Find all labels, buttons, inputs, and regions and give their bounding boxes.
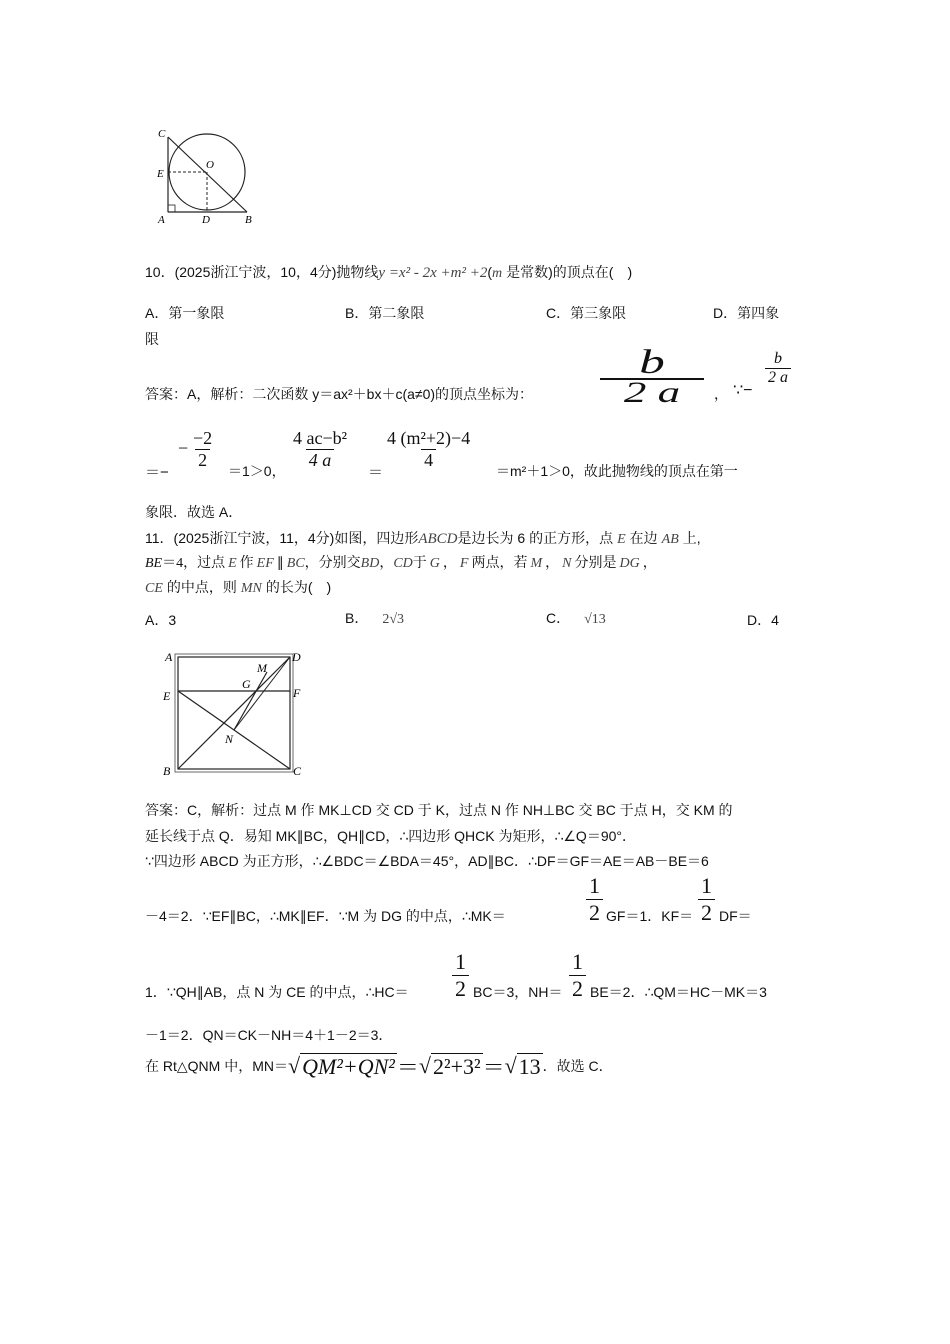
f3-den: 4 <box>421 449 436 471</box>
f2-num: 4 ac−b² <box>293 428 348 448</box>
q11-l2-g: 两点，若 <box>471 554 528 570</box>
big-frac-den: 2 a <box>623 376 681 409</box>
q11-l2-a: ，过点 <box>183 554 226 570</box>
q10-comma: ， <box>714 386 728 402</box>
q11-solution-5c: BE＝2．∴QM＝HC－MK＝3 <box>590 984 767 1000</box>
q10-because: ∵− <box>733 382 753 399</box>
q11-option-a[interactable]: A．3 <box>145 612 177 628</box>
q10-tail: ＝m²＋1＞0，故此抛物线的顶点在第一 <box>496 463 738 479</box>
q11-be: BE <box>145 556 163 571</box>
q11-l2-e: E <box>228 556 237 571</box>
q10-stem-pre: 10．(2025浙江宁波，10，4分)抛物线 <box>145 264 379 280</box>
q10-equation: y =x² - 2x +m² +2 <box>378 265 488 281</box>
rad2-body: 2²+3² <box>432 1053 481 1079</box>
fig1-label-c: C <box>158 128 166 140</box>
q11-bd: BD <box>360 556 380 571</box>
rad3-body: 13 <box>518 1053 541 1079</box>
q11-ab: AB <box>661 532 679 547</box>
q11-b-label: B． <box>345 610 369 626</box>
sol7-eq1: ＝ <box>396 1054 419 1080</box>
q11-c-label: C． <box>546 610 571 626</box>
q10-eq2: ＝ <box>368 464 384 481</box>
q11-l1-pre: 11．(2025浙江宁波，11，4分)如图，四边形 <box>145 530 419 546</box>
q11-option-b[interactable] <box>345 608 404 628</box>
q11-option-d[interactable]: D．4 <box>747 612 779 628</box>
q10-answer-line1: 答案：A，解析：二次函数 y＝ax²＋bx＋c(a≠0)的顶点坐标为： <box>145 386 534 402</box>
half3-den: 2 <box>452 975 469 1002</box>
q10-stem <box>145 262 632 282</box>
half1-den: 2 <box>586 899 603 926</box>
q11-l2-b: 作 <box>239 554 254 570</box>
q10-fraction-2 <box>290 428 350 471</box>
q10-answer-last: 象限．故选 A． <box>145 504 243 520</box>
q11-m: M <box>530 556 543 571</box>
half2-den: 2 <box>698 899 715 926</box>
radical-1: √ <box>287 1053 301 1078</box>
q11-half-4 <box>569 949 586 1002</box>
q11-half-1 <box>586 873 603 926</box>
fig1-label-o: O <box>206 159 214 171</box>
small-frac-den: 2 a <box>765 368 791 387</box>
q11-eq4: ＝4 <box>162 556 184 571</box>
q10-big-fraction <box>600 344 704 409</box>
sol7-end: ．故选 C． <box>542 1058 613 1074</box>
q11-half-2 <box>698 873 715 926</box>
q11-stem-line2 <box>145 552 657 572</box>
q10-option-c[interactable]: C．第三象限 <box>546 305 627 321</box>
half4-num: 1 <box>572 949 583 974</box>
q11-solution-5b: BC＝3，NH＝ <box>473 984 563 1000</box>
q11-stem-line3 <box>145 577 331 597</box>
f1-den: 2 <box>195 449 210 471</box>
half2-num: 1 <box>701 873 712 898</box>
q10-eq-prefix: ＝− <box>145 464 169 481</box>
q11-l2-f: ， <box>442 554 457 570</box>
q10-option-d-wrap: 限 <box>145 331 159 347</box>
q11-l3-b: 的长为( ) <box>265 579 332 595</box>
q11-l1-mid: 是边长为 6 的正方形，点 <box>457 530 614 546</box>
q11-l2-c: ，分别交 <box>304 554 361 570</box>
q11-ef: EF <box>256 556 274 571</box>
fig1-label-b: B <box>245 214 252 226</box>
fig2-label-a: A <box>165 650 173 664</box>
fig2-label-b: B <box>163 764 171 778</box>
q11-l2-j: ， <box>642 554 657 570</box>
f3-num: 4 (m²+2)−4 <box>387 428 471 448</box>
q11-solution-1: 答案：C，解析：过点 M 作 MK⊥CD 交 CD 于 K，过点 N 作 NH⊥BC 交 BC 于点 H，交 KM 的 <box>145 802 733 818</box>
q11-n: N <box>562 556 572 571</box>
sol7-eq2: ＝ <box>482 1054 505 1080</box>
q11-solution-5a: 1．∵QH∥AB，点 N 为 CE 的中点，∴HC＝ <box>145 984 409 1000</box>
q10-gt: ＝1＞0， <box>228 463 286 479</box>
q11-b-val: 2√3 <box>382 612 405 627</box>
q11-l2-h: ， <box>545 554 560 570</box>
q11-solution-7 <box>145 1046 613 1086</box>
fig1-label-e: E <box>157 168 164 180</box>
f2-den: 4 a <box>306 449 335 471</box>
figure-circle-triangle <box>150 125 260 230</box>
q10-fraction-1 <box>190 428 215 471</box>
radical-2: √ <box>418 1053 431 1078</box>
q11-mn: MN <box>240 581 262 596</box>
q11-e: E <box>617 532 626 547</box>
q11-solution-6: －1＝2．QN＝CK－NH＝4＋1－2＝3． <box>145 1027 393 1043</box>
q11-l3-a: 的中点，则 <box>166 579 237 595</box>
q11-solution-4a: －4＝2．∵EF∥BC，∴MK∥EF．∵M 为 DG 的中点，∴MK＝ <box>145 908 506 924</box>
q11-f: F <box>459 556 469 571</box>
q11-solution-2: 延长线于点 Q．易知 MK∥BC，QH∥CD，∴四边形 QHCK 为矩形，∴∠Q＝90°． <box>145 828 636 844</box>
q11-dg: DG <box>619 556 640 571</box>
q10-stem-post: 是常数)的顶点在( ) <box>506 264 633 280</box>
q11-g: G <box>429 556 440 571</box>
big-frac-num: b <box>639 344 665 381</box>
fig1-label-a: A <box>158 214 165 226</box>
half4-den: 2 <box>569 975 586 1002</box>
fig2-label-f: F <box>293 686 301 700</box>
fig1-label-d: D <box>202 214 210 226</box>
f1-num: −2 <box>193 428 213 448</box>
q10-fraction-3 <box>384 428 473 471</box>
q10-small-fraction <box>765 350 791 387</box>
q11-l1-end: 上, <box>682 530 701 546</box>
fig2-label-c: C <box>293 764 302 778</box>
q11-cd: CD <box>393 556 413 571</box>
q11-option-c[interactable] <box>546 608 606 628</box>
q11-l2-d: ， <box>379 554 394 570</box>
fig2-label-d: D <box>292 650 301 664</box>
q11-l1-mid2: 在边 <box>629 530 658 546</box>
q11-stem-line1 <box>145 528 701 548</box>
q11-ce: CE <box>145 581 163 596</box>
small-frac-num: b <box>774 350 782 367</box>
q11-half-3 <box>452 949 469 1002</box>
q10-option-a[interactable]: A．第一象限 <box>145 305 225 321</box>
q11-abcd: ABCD <box>418 531 458 547</box>
fig2-label-g: G <box>242 677 251 691</box>
rad1-body: QM²+QN² <box>302 1053 395 1079</box>
q11-l2-i: 分别是 <box>574 554 617 570</box>
q11-solution-3: ∵四边形 ABCD 为正方形，∴∠BDC＝∠BDA＝45°，AD∥BC．∴DF＝GF＝AE＝AB－BE＝6 <box>145 853 709 869</box>
q11-solution-4c: DF＝ <box>719 908 752 924</box>
q11-solution-4b: GF＝1．KF＝ <box>606 908 694 924</box>
q10-paren: ( <box>487 264 492 280</box>
q11-c-val: √13 <box>584 612 606 627</box>
fig2-label-n: N <box>225 732 234 746</box>
fig2-label-m: M <box>257 661 267 675</box>
fig2-label-e: E <box>163 689 171 703</box>
figure-square <box>155 645 315 783</box>
q11-l2-e2: 于 <box>412 554 427 570</box>
q10-option-d[interactable]: D．第四象 <box>713 305 780 321</box>
half1-num: 1 <box>589 873 600 898</box>
half3-num: 1 <box>455 949 466 974</box>
q11-bc: BC <box>286 556 305 571</box>
sol7-pre: 在 Rt△QNM 中，MN＝ <box>145 1058 288 1074</box>
radical-3: √ <box>504 1053 517 1078</box>
q10-m: m <box>492 266 503 281</box>
q11-par: ∥ <box>276 554 284 570</box>
q10-f1-minus: − <box>178 438 189 458</box>
q10-option-b[interactable]: B．第二象限 <box>345 305 425 321</box>
